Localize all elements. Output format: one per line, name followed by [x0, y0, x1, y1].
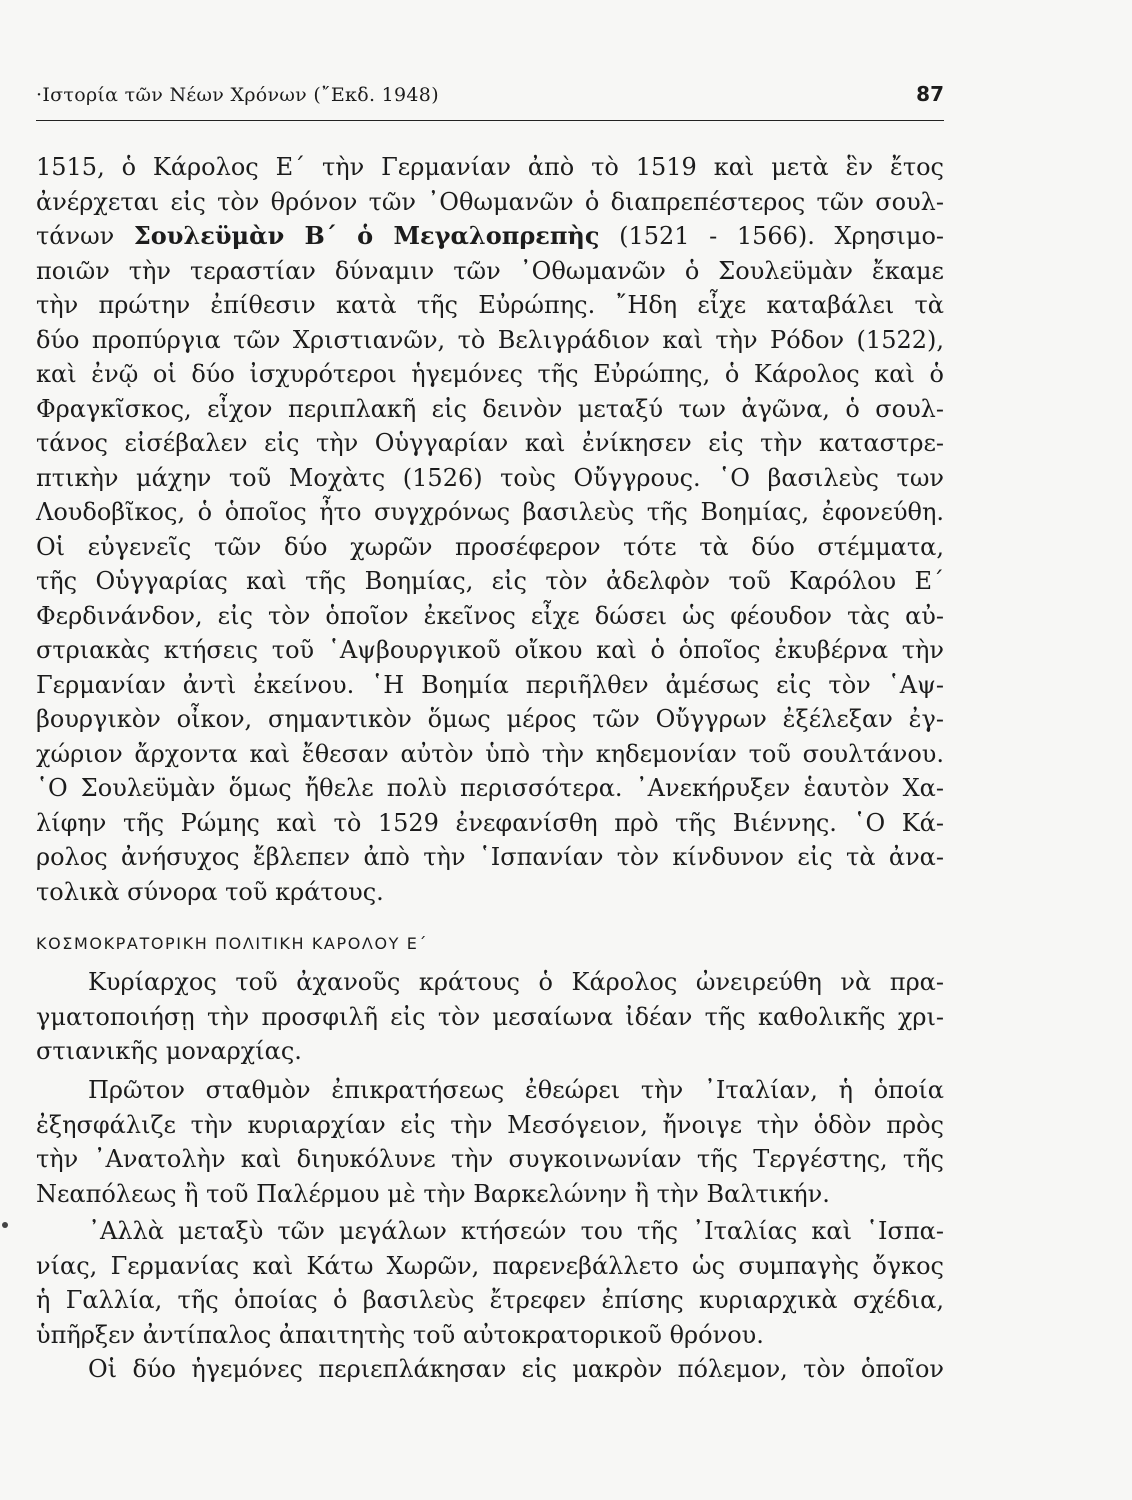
text-line: Λουδοβῖκος, ὁ ὁποῖος ἦτο συγχρόνως βασιλεὺς τῆς Βοημίας, ἐφονεύθη.	[36, 498, 944, 526]
text-line: ἀνέρχεται εἰς τὸν θρόνον τῶν ᾿Οθωμανῶν ὁ διαπρεπέστερος τῶν σουλ-	[36, 187, 944, 216]
text-line: Φραγκῖσκος, εἶχον περιπλακῆ εἰς δεινὸν μεταξύ των ἀγῶνα, ὁ σουλ-	[36, 394, 944, 423]
text-line: χώριον ἄρχοντα καὶ ἔθεσαν αὐτὸν ὑπὸ τὴν κηδεμονίαν τοῦ σουλτάνου.	[36, 739, 944, 768]
text-fragment: τάνων	[36, 222, 115, 250]
margin-dot	[2, 1222, 8, 1228]
text-line: τῆς Οὑγγαρίας καὶ τῆς Βοημίας, εἰς τὸν ἀδελφὸν τοῦ Καρόλου Ε΄	[36, 567, 944, 595]
section-heading: ΚΟΣΜΟΚΡΑΤΟΡΙΚΗ ΠΟΛΙΤΙΚΗ ΚΑΡΟΛΟΥ Ε΄	[36, 934, 429, 953]
text-line: ῾Ο Σουλεϋμὰν ὅμως ἤθελε πολὺ περισσότερα. ᾿Ανεκήρυξεν ἑαυτὸν Χα-	[36, 774, 944, 802]
text-line: Φερδινάνδον, εἰς τὸν ὁποῖον ἐκεῖνος εἶχε δώσει ὡς φέουδον τὰς αὐ-	[36, 601, 944, 630]
text-line	[36, 1073, 944, 1108]
paragraph-italy	[36, 1073, 944, 1211]
text-line: βουργικὸν οἶκον, σημαντικὸν ὅμως μέρος τῶν Οὔγγρων ἐξέλεξαν ἐγ-	[36, 705, 944, 733]
page-number: 87	[916, 82, 944, 106]
running-header	[36, 82, 944, 116]
header-divider	[36, 120, 944, 121]
text-line-with-emphasis	[36, 219, 944, 254]
text-line: ἐξησφάλιζε τὴν κυριαρχίαν εἰς τὴν Μεσόγειον, ἤνοιγε τὴν ὁδὸν πρὸς	[36, 1110, 944, 1139]
text-fragment: Οἱ δύο ἡγεμόνες περιεπλάκησαν εἰς μακρὸν πόλεμον, τὸν ὁποῖον	[88, 1355, 944, 1383]
text-line: γματοποιήσῃ τὴν προσφιλῆ εἰς τὸν μεσαίωνα ἰδέαν τῆς καθολικῆς χρι-	[36, 1002, 944, 1031]
text-line: Γερμανίαν ἀντὶ ἐκείνου. ῾Η Βοημία περιῆλθεν ἀμέσως εἰς τὸν ῾Αψ-	[36, 670, 944, 699]
text-line: ρολος ἀνήσυχος ἔβλεπεν ἀπὸ τὴν ῾Ισπανίαν τὸν κίνδυνον εἰς τὰ ἀνα-	[36, 843, 944, 871]
text-fragment: (1521 - 1566). Χρησιμο-	[619, 222, 944, 250]
text-fragment: Πρῶτον σταθμὸν ἐπικρατήσεως ἐθεώρει τὴν ᾿Ιταλίαν, ἡ ὁποία	[88, 1076, 944, 1104]
text-line: στριακὰς κτήσεις τοῦ ῾Αψβουργικοῦ οἴκου καὶ ὁ ὁποῖος ἐκυβέρνα τὴν	[36, 636, 944, 664]
emphasized-name: Σουλεϋμὰν Β΄ ὁ Μεγαλοπρεπὴς	[133, 221, 600, 250]
text-line: τάνος εἰσέβαλεν εἰς τὴν Οὑγγαρίαν καὶ ἐνίκησεν εἰς τὴν καταστρε-	[36, 429, 944, 457]
text-line: στιανικῆς μοναρχίας.	[36, 1037, 302, 1065]
text-line	[36, 965, 944, 1000]
paragraph-universal-monarchy	[36, 965, 944, 1069]
text-line: λίφην τῆς Ρώμης καὶ τὸ 1529 ἐνεφανίσθη πρὸ τῆς Βιέννης. ῾Ο Κά-	[36, 808, 944, 837]
text-fragment: ᾿Αλλὰ μεταξὺ τῶν μεγάλων κτήσεών του τῆς ᾿Ιταλίας καὶ ῾Ισπα-	[88, 1217, 944, 1245]
text-line: καὶ ἐνῷ οἱ δύο ἰσχυρότεροι ἡγεμόνες τῆς Εὐρώπης, ὁ Κάρολος καὶ ὁ	[36, 360, 944, 388]
text-line: δύο προπύργια τῶν Χριστιανῶν, τὸ Βελιγράδιον καὶ τὴν Ρόδον (1522),	[36, 325, 944, 354]
text-line: τὴν πρώτην ἐπίθεσιν κατὰ τῆς Εὐρώπης. ῎Ηδη εἶχε καταβάλει τὰ	[36, 291, 944, 319]
text-line	[36, 1214, 944, 1249]
paragraph-war	[36, 1352, 944, 1387]
paragraph-suleiman	[36, 150, 944, 909]
text-line: τολικὰ σύνορα τοῦ κράτους.	[36, 877, 384, 906]
text-line: Οἱ εὐγενεῖς τῶν δύο χωρῶν προσέφερον τότε τὰ δύο στέμματα,	[36, 532, 944, 561]
text-line	[36, 1352, 944, 1387]
text-line: ποιῶν τὴν τεραστίαν δύναμιν τῶν ᾿Οθωμανῶν ὁ Σουλεϋμὰν ἔκαμε	[36, 256, 944, 285]
text-line: νίας, Γερμανίας καὶ Κάτω Χωρῶν, παρενεβάλλετο ὡς συμπαγὴς ὄγκος	[36, 1251, 944, 1280]
text-line: ἡ Γαλλία, τῆς ὁποίας ὁ βασιλεὺς ἔτρεφεν ἐπίσης κυριαρχικὰ σχέδια,	[36, 1286, 944, 1314]
text-line: ὑπῆρξεν ἀντίπαλος ἀπαιτητὴς τοῦ αὐτοκρατορικοῦ θρόνου.	[36, 1320, 764, 1349]
text-line: 1515, ὁ Κάρολος Ε΄ τὴν Γερμανίαν ἀπὸ τὸ 1519 καὶ μετὰ ἓν ἔτος	[36, 153, 944, 181]
text-line: πτικὴν μάχην τοῦ Μοχὰτς (1526) τοὺς Οὔγγρους. ῾Ο βασιλεὺς των	[36, 463, 944, 492]
text-fragment: Κυρίαρχος τοῦ ἀχανοῦς κράτους ὁ Κάρολος ὠνειρεύθη νὰ πρα-	[88, 968, 944, 996]
text-line: Νεαπόλεως ἢ τοῦ Παλέρμου μὲ τὴν Βαρκελώνην ἢ τὴν Βαλτικήν.	[36, 1179, 830, 1208]
paragraph-france	[36, 1214, 944, 1352]
text-line: τὴν ᾿Ανατολὴν καὶ διηυκόλυνε τὴν συγκοινωνίαν τῆς Τεργέστης, τῆς	[36, 1145, 944, 1173]
running-header-title: ·Ιστορία τῶν Νέων Χρόνων (῎Εκδ. 1948)	[36, 84, 439, 106]
